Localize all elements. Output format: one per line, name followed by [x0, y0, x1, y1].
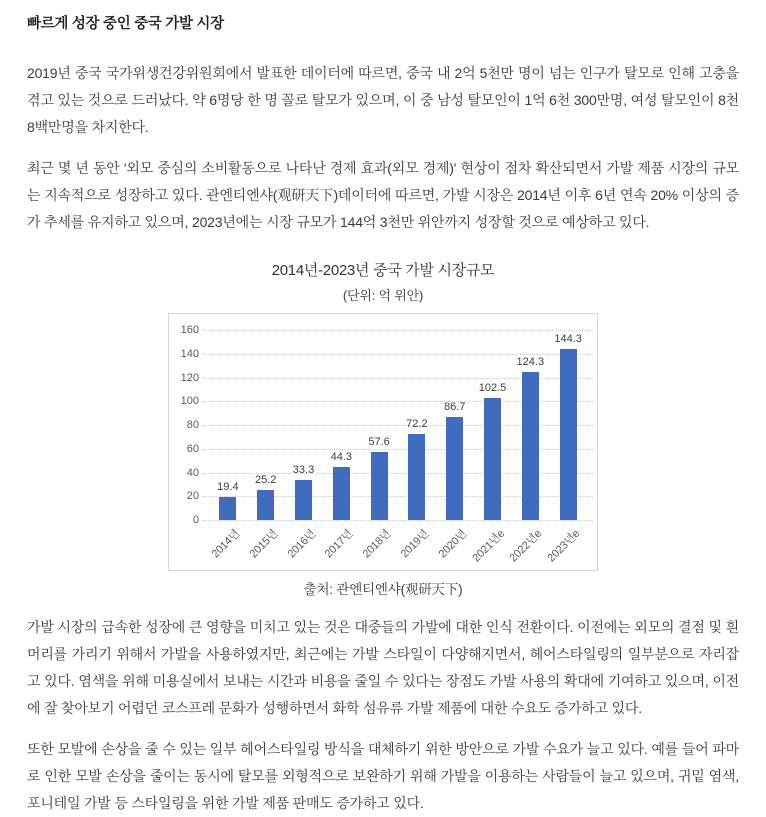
- market-size-figure: [27, 259, 739, 598]
- x-axis-label-2020년: 2020년: [436, 527, 469, 561]
- bar-value-2016년: 33.3: [292, 464, 315, 477]
- paragraph-perception-change: 가발 시장의 급속한 성장에 큰 영향을 미치고 있는 것은 대중들의 가발에 대한 인식 전환이다. 이전에는 외모의 결점 및 흰머리를 가리기 위해서 가발을 사용하였지만, 최근에는 가발 스타일이 다양해지면서, 헤어스타일링의 일부분으로 자리잡고 있다. 염색을 위해 미용실에서 보내는 시간과 비용을 줄일 수 있다는 장점도 가발 사용의 확대에 기여하고 있으며, 이전에 잘 찾아보기 어렵던 코스프레 문화가 성행하면서 화학 섬유류 가발 제품에 대한 수요도 증가하고 있다.: [27, 619, 739, 716]
- chart-title: 2014년-2023년 중국 가발 시장규모: [271, 262, 495, 279]
- gridline-140: [203, 354, 593, 355]
- x-axis-label-2021년e: 2021년e: [469, 527, 507, 565]
- bar-value-2014년: 19.4: [217, 480, 239, 493]
- y-axis-tick-60: 60: [186, 442, 199, 455]
- x-axis-label-2022년e: 2022년e: [507, 527, 545, 565]
- y-axis-tick-120: 120: [180, 371, 199, 384]
- bar-value-2020년: 86.7: [443, 401, 466, 414]
- x-axis-label-2017년: 2017년: [322, 527, 356, 561]
- x-axis-label-2015년: 2015년: [247, 527, 280, 561]
- bar-2019년: [408, 434, 425, 520]
- bar-2023년e: [560, 349, 577, 520]
- x-axis-label-2023년e: 2023년e: [545, 527, 583, 565]
- bar-value-2018년: 57.6: [368, 435, 390, 448]
- bar-2014년: [219, 497, 236, 520]
- y-axis-tick-100: 100: [180, 395, 199, 408]
- bar-value-2023년e: 144.3: [554, 332, 582, 345]
- paragraph-market-growth: 최근 몇 년 동안 '외모 중심의 소비활동으로 나타난 경제 효과(외모 경제)' 현상이 점차 확산되면서 가발 제품 시장의 규모는 지속적으로 성장하고 있다. 관엔티엔샤(观研天下)데이터에 따르면, 가발 시장은 2014년 이후 6년 연속 20% 이상의 증가 추세를 유지하고 있으며, 2023년에는 시장 규모가 144억 3천만 위안까지 성장할 것으로 예상하고 있다.: [27, 160, 739, 230]
- page-title: 빠르게 성장 중인 중국 가발 시장: [27, 16, 224, 32]
- y-axis-tick-40: 40: [186, 466, 199, 479]
- x-axis-label-2014년: 2014년: [209, 527, 243, 561]
- gridline-160: [203, 330, 593, 331]
- bar-2016년: [295, 480, 312, 520]
- x-axis-label-2018년: 2018년: [360, 527, 394, 561]
- chart-unit-label: (단위: 억 위안): [342, 288, 424, 303]
- paragraph-styling-demand: 또한 모발에 손상을 줄 수 있는 일부 헤어스타일링 방식을 대체하기 위한 방안으로 가발 수요가 늘고 있다. 예를 들어 파마로 인한 모발 손상을 줄이는 동시에 탈모를 외형적으로 보완하기 위해 가발을 이용하는 사람들이 늘고 있으며, 귀밑 염색, 포니테일 가발 등 스타일링을 위한 가발 제품 판매도 증가하고 있다.: [27, 741, 739, 811]
- bar-2020년: [446, 417, 463, 520]
- bar-value-2022년e: 124.3: [516, 356, 545, 369]
- y-axis-tick-140: 140: [180, 347, 199, 360]
- chart-source: 출처: 관엔티엔샤(观研天下): [303, 582, 463, 597]
- x-axis-label-2019년: 2019년: [398, 527, 432, 561]
- y-axis-tick-20: 20: [186, 490, 199, 503]
- bar-2018년: [371, 452, 388, 520]
- y-axis-tick-0: 0: [192, 514, 199, 526]
- bar-value-2017년: 44.3: [330, 451, 352, 464]
- gridline-0: [203, 520, 593, 521]
- x-axis-label-2016년: 2016년: [285, 527, 318, 561]
- paragraph-hair-loss-stats: 2019년 중국 국가위생건강위원회에서 발표한 데이터에 따르면, 중국 내 2억 5천만 명이 넘는 인구가 탈모로 인해 고충을 겪고 있는 것으로 드러났다. 약 6명당 한 명 꼴로 탈모가 있으며, 이 중 남성 탈모인이 1억 6천 300만명, 여성 탈모인이 8천 8백만명을 차지한다.: [27, 65, 739, 135]
- y-axis-tick-160: 160: [180, 324, 199, 336]
- bar-2022년e: [522, 372, 539, 520]
- bar-2021년e: [484, 398, 501, 520]
- bar-value-2021년e: 102.5: [478, 382, 507, 395]
- bar-value-2015년: 25.2: [254, 474, 277, 487]
- bar-2017년: [333, 467, 350, 520]
- bar-2015년: [257, 490, 274, 520]
- bar-chart: [168, 313, 598, 571]
- y-axis-tick-80: 80: [186, 419, 199, 431]
- bar-value-2019년: 72.2: [406, 418, 428, 431]
